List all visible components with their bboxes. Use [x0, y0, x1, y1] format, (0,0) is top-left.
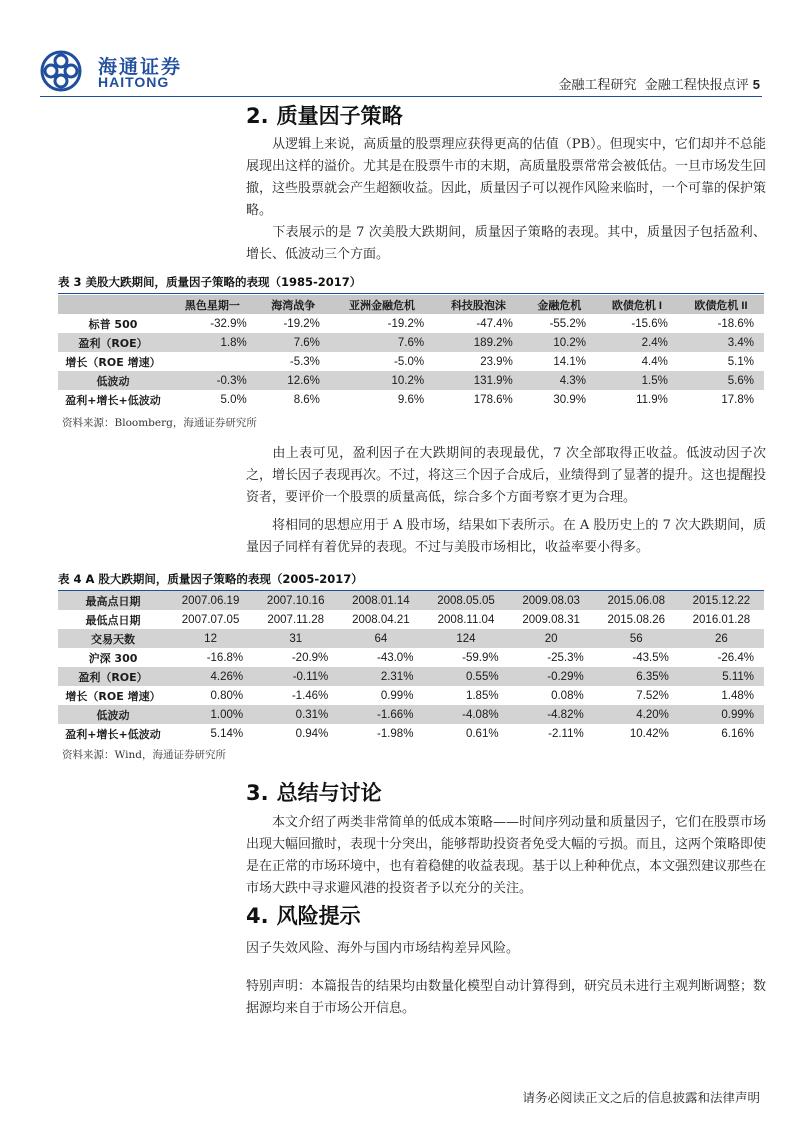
table-cell: -1.66%: [338, 705, 423, 724]
table-cell: 2007.07.05: [168, 610, 253, 629]
table-row: [58, 667, 764, 686]
table-cell: 5.11%: [679, 667, 764, 686]
table-cell: 10.42%: [594, 724, 679, 743]
table-cell: -32.9%: [168, 314, 257, 333]
table-cell: 26: [679, 629, 764, 648]
table-row: [58, 333, 764, 352]
table-row-label: 交易天数: [58, 629, 168, 648]
table-cell: -1.98%: [338, 724, 423, 743]
table-cell: 10.2%: [330, 371, 434, 390]
table-cell: 17.8%: [678, 390, 764, 409]
table-row-label: 最高点日期: [58, 591, 168, 610]
table-row-label: 标普 500: [58, 314, 168, 333]
table-row-label: 盈利（ROE）: [58, 667, 168, 686]
table-cell: -0.11%: [253, 667, 338, 686]
table-cell: 0.94%: [253, 724, 338, 743]
header-section-label: [559, 74, 761, 93]
table-3-header-cell: 欧债危机 I: [596, 295, 678, 314]
table-row-label: 盈利+增长+低波动: [58, 390, 168, 409]
table-row: [58, 724, 764, 743]
section-2-number: 2.: [246, 104, 269, 128]
table-cell: 0.99%: [338, 686, 423, 705]
table-cell: -19.2%: [330, 314, 434, 333]
table-cell: 2015.06.08: [594, 591, 679, 610]
table-cell: 7.6%: [330, 333, 434, 352]
table-cell: 2007.10.16: [253, 591, 338, 610]
section-4-title: 风险提示: [276, 904, 361, 928]
table-cell: 178.6%: [434, 390, 523, 409]
table-3-source: 资料来源：Bloomberg，海通证券研究所: [62, 417, 257, 429]
header-section: 金融工程研究 金融工程快报点评: [558, 78, 749, 93]
table-cell: 4.20%: [594, 705, 679, 724]
section-4-p1-text: 因子失效风险、海外与国内市场结构差异风险。: [246, 941, 520, 956]
table-row: [58, 314, 764, 333]
table-cell: 4.4%: [596, 352, 678, 371]
section-3-number: 3.: [246, 781, 269, 805]
table-row: [58, 686, 764, 705]
section-3-text: 本文介绍了两类非常简单的低成本策略——时间序列动量和质量因子，它们在股票市场出现大幅回撤时，表现十分突出，能够帮助投资者免受大幅的亏损。而且，这两个策略即使是在正常的市场环境中，也有着稳健的收益表现。基于以上种种优点，本文强烈建议那些在市场大跌中寻求避风港的投资者予以充分的关注。: [246, 815, 767, 896]
table-row-label: 沪深 300: [58, 648, 168, 667]
table-cell: 4.26%: [168, 667, 253, 686]
table-cell: 5.1%: [678, 352, 764, 371]
table-cell: 1.85%: [423, 686, 508, 705]
table-cell: 30.9%: [523, 390, 596, 409]
table-cell: 1.8%: [168, 333, 257, 352]
section-3-paragraph: [246, 812, 766, 900]
table-3-header-cell: [58, 295, 168, 314]
table-cell: 2008.01.14: [338, 591, 423, 610]
table-cell: 20: [509, 629, 594, 648]
table-cell: 2008.11.04: [423, 610, 508, 629]
table-row-label: 增长（ROE 增速）: [58, 352, 168, 371]
table-row: [58, 390, 764, 409]
table-3-header-cell: 金融危机: [523, 295, 596, 314]
table-cell: -59.9%: [423, 648, 508, 667]
table-cell: 4.3%: [523, 371, 596, 390]
table-cell: 189.2%: [434, 333, 523, 352]
table-cell: 10.2%: [523, 333, 596, 352]
table-cell: -0.29%: [509, 667, 594, 686]
table-3-header-row: [58, 295, 764, 314]
table-cell: 2008.05.05: [423, 591, 508, 610]
table-cell: 0.99%: [679, 705, 764, 724]
table-cell: -16.8%: [168, 648, 253, 667]
table-cell: 12.6%: [257, 371, 330, 390]
table-cell: 2007.11.28: [253, 610, 338, 629]
company-logo: [40, 50, 190, 92]
table-row: [58, 629, 764, 648]
table-cell: 2015.12.22: [679, 591, 764, 610]
table-3-header-cell: 科技股泡沫: [434, 295, 523, 314]
table-4: [58, 591, 764, 743]
table-cell: -1.46%: [253, 686, 338, 705]
section-4-paragraph-1: [246, 938, 766, 960]
table-cell: 2016.01.28: [679, 610, 764, 629]
table-cell: -26.4%: [679, 648, 764, 667]
section-4-p2-text: 特别声明：本篇报告的结果均由数量化模型自动计算得到，研究员未进行主观判断调整；数据源均来自于市场公开信息。: [246, 979, 767, 1016]
table-3-caption: 表 3 美股大跌期间，质量因子策略的表现（1985-2017）: [58, 274, 764, 294]
table-cell: 0.31%: [253, 705, 338, 724]
section-4-number: 4.: [246, 904, 269, 928]
section-2-paragraph-1: [246, 134, 766, 222]
table-row: [58, 352, 764, 371]
table-cell: 2.31%: [338, 667, 423, 686]
table-4-caption: 表 4 A 股大跌期间，质量因子策略的表现（2005-2017）: [58, 571, 764, 591]
table-cell: 9.6%: [330, 390, 434, 409]
footer-disclaimer: 请务必阅读正文之后的信息披露和法律声明: [522, 1090, 760, 1105]
table-row: [58, 705, 764, 724]
table-3-header-cell: 黑色星期一: [168, 295, 257, 314]
table-3-header-cell: 欧债危机 II: [678, 295, 764, 314]
table-cell: 1.48%: [679, 686, 764, 705]
table-row-label: 盈利+增长+低波动: [58, 724, 168, 743]
table-cell: -4.08%: [423, 705, 508, 724]
table-cell: 0.55%: [423, 667, 508, 686]
table-row-label: 低波动: [58, 705, 168, 724]
table-cell: 56: [594, 629, 679, 648]
table-row: [58, 371, 764, 390]
header-divider: [40, 96, 762, 97]
table-cell: 2009.08.31: [509, 610, 594, 629]
table-cell: -0.3%: [168, 371, 257, 390]
logo-english-text: HAITONG: [98, 74, 170, 90]
table-cell: 124: [423, 629, 508, 648]
haitong-logo-icon: [40, 50, 82, 92]
section-3-heading: [246, 777, 382, 807]
table-cell: 2007.06.19: [168, 591, 253, 610]
table-cell: 3.4%: [678, 333, 764, 352]
table-cell: -19.2%: [257, 314, 330, 333]
table-row: [58, 648, 764, 667]
table-cell: 23.9%: [434, 352, 523, 371]
table-cell: 0.08%: [509, 686, 594, 705]
section-2-heading: [246, 100, 403, 130]
table-cell: 7.6%: [257, 333, 330, 352]
table-cell: 1.5%: [596, 371, 678, 390]
table-cell: -5.3%: [257, 352, 330, 371]
paragraph-analysis-text: 由上表可见，盈利因子在大跌期间的表现最优，7 次全部取得正收益。低波动因子次之，增长因子表现再次。不过，将这三个因子合成后，业绩得到了显著的提升。这也提醒投资者，要评价一个股票的质量高低，综合多个方面考察才更为合理。: [246, 446, 767, 505]
table-cell: 2.4%: [596, 333, 678, 352]
table-cell: -2.11%: [509, 724, 594, 743]
table-cell: -18.6%: [678, 314, 764, 333]
table-cell: 2008.04.21: [338, 610, 423, 629]
page-number: 5: [752, 77, 760, 92]
table-cell: -25.3%: [509, 648, 594, 667]
table-4-source: 资料来源：Wind，海通证券研究所: [62, 749, 226, 761]
table-cell: 1.00%: [168, 705, 253, 724]
table-3-header-cell: 海湾战争: [257, 295, 330, 314]
table-cell: 6.16%: [679, 724, 764, 743]
paragraph-analysis: [246, 443, 766, 509]
table-cell: 6.35%: [594, 667, 679, 686]
table-cell: [168, 352, 257, 371]
table-cell: 131.9%: [434, 371, 523, 390]
table-cell: -43.5%: [594, 648, 679, 667]
table-cell: 31: [253, 629, 338, 648]
table-row: [58, 591, 764, 610]
table-cell: 0.80%: [168, 686, 253, 705]
table-cell: 5.14%: [168, 724, 253, 743]
table-row-label: 增长（ROE 增速）: [58, 686, 168, 705]
table-row: [58, 610, 764, 629]
table-cell: -4.82%: [509, 705, 594, 724]
table-cell: 12: [168, 629, 253, 648]
logo-chinese-text: 海通证券: [98, 56, 183, 78]
table-row-label: 盈利（ROE）: [58, 333, 168, 352]
table-cell: 8.6%: [257, 390, 330, 409]
table-3-header-cell: 亚洲金融危机: [330, 295, 434, 314]
table-cell: 5.6%: [678, 371, 764, 390]
section-4-paragraph-2: [246, 976, 766, 1020]
section-3-title: 总结与讨论: [276, 781, 382, 805]
table-cell: -5.0%: [330, 352, 434, 371]
paragraph-a-share-text: 将相同的思想应用于 A 股市场，结果如下表所示。在 A 股历史上的 7 次大跌期间，质量因子同样有着优异的表现。不过与美股市场相比，收益率要小得多。: [246, 518, 766, 555]
section-2-p2-text: 下表展示的是 7 次美股大跌期间，质量因子策略的表现。其中，质量因子包括盈利、增长、低波动三个方面。: [246, 225, 766, 262]
table-cell: 7.52%: [594, 686, 679, 705]
table-cell: 0.61%: [423, 724, 508, 743]
section-2-title: 质量因子策略: [276, 104, 403, 128]
table-row-label: 低波动: [58, 371, 168, 390]
section-2-paragraph-2: [246, 222, 766, 266]
section-4-heading: [246, 900, 361, 930]
paragraph-a-share: [246, 515, 766, 559]
table-cell: -43.0%: [338, 648, 423, 667]
table-cell: -20.9%: [253, 648, 338, 667]
table-cell: -55.2%: [523, 314, 596, 333]
table-cell: -47.4%: [434, 314, 523, 333]
table-cell: 2009.08.03: [509, 591, 594, 610]
table-3: [58, 295, 764, 409]
table-cell: 11.9%: [596, 390, 678, 409]
table-cell: 2015.08.26: [594, 610, 679, 629]
table-row-label: 最低点日期: [58, 610, 168, 629]
table-cell: 5.0%: [168, 390, 257, 409]
section-2-p1-text: 从逻辑上来说，高质量的股票理应获得更高的估值（PB）。但现实中，它们却并不总能展现出这样的溢价。尤其是在股票牛市的末期，高质量股票常常会被低估。一旦市场发生回撤，这些股票就会产生超额收益。因此，质量因子可以视作风险来临时，一个可靠的保护策略。: [246, 137, 767, 218]
table-cell: 14.1%: [523, 352, 596, 371]
table-cell: 64: [338, 629, 423, 648]
table-cell: -15.6%: [596, 314, 678, 333]
